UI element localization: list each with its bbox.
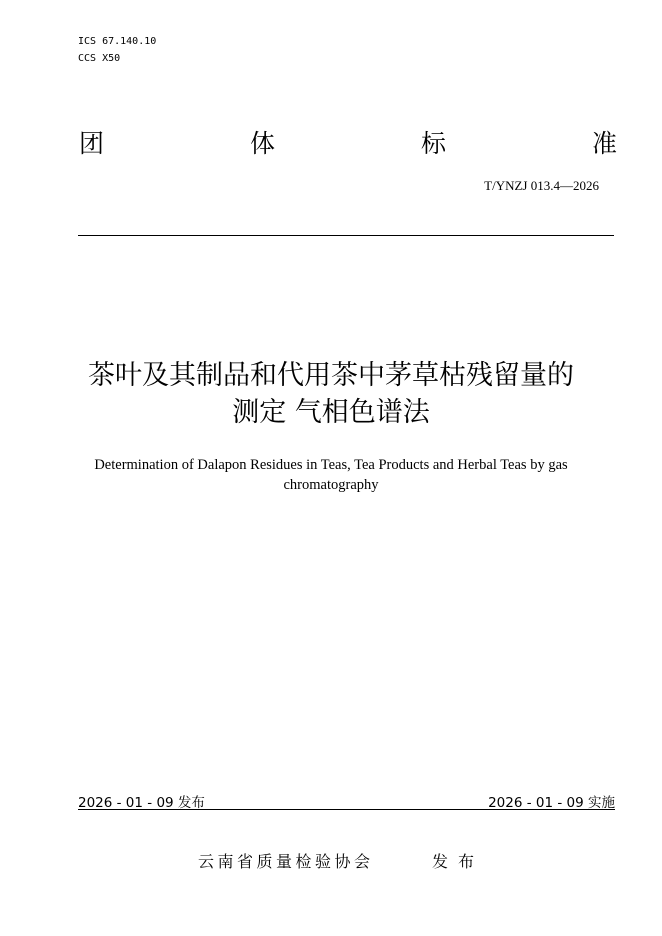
standard-type-char: 体 bbox=[250, 129, 276, 158]
issue-date: 2026 - 01 - 09 发布 bbox=[78, 795, 205, 811]
classification-codes bbox=[78, 33, 156, 67]
standard-type-char: 准 bbox=[592, 129, 618, 158]
chinese-title-line-1: 茶叶及其制品和代用茶中茅草枯残留量的 bbox=[88, 360, 574, 391]
english-title-line-2: chromatography bbox=[283, 477, 379, 493]
standard-type-char: 标 bbox=[421, 129, 447, 158]
publish-label: 发布 bbox=[432, 852, 485, 871]
standard-number: T/YNZJ 013.4—2026 bbox=[484, 178, 599, 193]
chinese-title-line-2: 测定 气相色谱法 bbox=[232, 397, 430, 428]
english-title-line-1: Determination of Dalapon Residues in Teas, Tea Products and Herbal Teas by gas bbox=[94, 457, 568, 473]
implementation-date: 2026 - 01 - 09 实施 bbox=[488, 795, 615, 811]
ics-code: ICS 67.140.10 bbox=[78, 36, 157, 47]
standard-type-char: 团 bbox=[79, 129, 105, 158]
ccs-code: CCS X50 bbox=[78, 53, 121, 64]
english-title bbox=[60, 455, 602, 495]
bottom-divider bbox=[78, 809, 615, 810]
top-divider bbox=[78, 235, 614, 236]
standard-type-heading bbox=[79, 128, 619, 160]
publisher-name: 云南省质量检验协会 bbox=[198, 852, 374, 871]
